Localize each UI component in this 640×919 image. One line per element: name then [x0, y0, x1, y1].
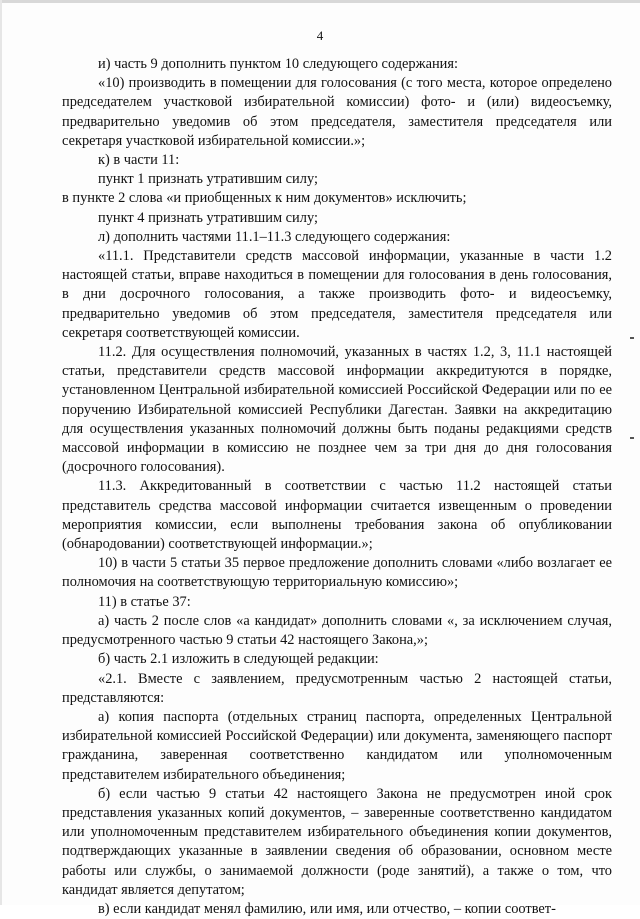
paragraph: а) копия паспорта (отдельных страниц паспорта, определенных Центральной избирательной комиссией Российской Федерации) или документа, заменяющего паспорт гражданина, заверенная соответственно кандидатом или уполномоченным представителем избирательного объединения;	[62, 708, 612, 783]
paragraph: в) если кандидат менял фамилию, или имя, или отчество, – копии соответ-	[98, 900, 556, 917]
paragraph: «11.1. Представители средств массовой информации, указанные в части 1.2 настоящей статьи, вправе находиться в помещении для голосования в день голосования, в дни досрочного голосования, а также производить фото- и видеосъемку, предварительно уведомив об этом председателя, заместителя председателя или секретаря соответствующей комиссии.	[62, 248, 612, 341]
page-number: 4	[316, 28, 324, 43]
paragraph: л) дополнить частями 11.1–11.3 следующего содержания:	[98, 228, 451, 245]
paragraph: б) часть 2.1 изложить в следующей редакции:	[98, 651, 379, 668]
paragraph: к) в части 11:	[98, 152, 180, 169]
paragraph: «2.1. Вместе с заявлением, предусмотренным частью 2 настоящей статьи, представляются:	[62, 670, 612, 706]
scan-artifact-mark	[630, 337, 634, 339]
document-body	[62, 55, 612, 919]
paragraph: в пункте 2 слова «и приобщенных к ним документов» исключить;	[62, 190, 467, 207]
scan-left-edge	[0, 0, 2, 905]
paragraph: 11.3. Аккредитованный в соответствии с частью 11.2 настоящей статьи представитель средства массовой информации считается извещенным о проведении мероприятия комиссии, если выполнены требования закона об опубликовании (обнародовании) соответствующей информации.»;	[62, 478, 612, 553]
paragraph: пункт 1 признать утратившим силу;	[98, 171, 318, 188]
paragraph: 10) в части 5 статьи 35 первое предложение дополнить словами «либо возлагает ее полномочия на соответствующую территориальную комиссию»;	[62, 555, 612, 591]
paragraph: 11) в статье 37:	[98, 593, 191, 610]
paragraph: пункт 4 признать утратившим силу;	[98, 209, 318, 226]
paragraph: и) часть 9 дополнить пунктом 10 следующего содержания:	[98, 56, 458, 72]
paragraph: б) если частью 9 статьи 42 настоящего Закона не предусмотрен иной срок представления указанных копий документов, – заверенные соответственно кандидатом или уполномоченным представителем избирательного объединения копии документов, подтверждающих указанные в заявлении сведения об образовании, основном месте работы или службы, о занимаемой должности (роде занятий), а также о том, что кандидат является депутатом;	[62, 785, 612, 898]
scan-artifact-mark	[630, 437, 634, 439]
paragraph: «10) производить в помещении для голосования (с того места, которое определено председателем участковой избирательной комиссии) фото- и (или) видеосъемку, предварительно уведомив об этом председателя, заместителя председателя или секретаря участковой избирательной комиссии.»;	[62, 75, 612, 149]
paragraph: 11.2. Для осуществления полномочий, указанных в частях 1.2, 3, 11.1 настоящей статьи, представители средств массовой информации аккредитуются в порядке, установленном Центральной избирательной комиссией Российской Федерации или по ее поручению Избирательной комиссией Республики Дагестан. Заявки на аккредитацию для осуществления указанных полномочий должны быть поданы редакциями средств массовой информации в комиссию не позднее чем за три дня до дня голосования (досрочного голосования).	[62, 344, 612, 476]
scan-top-edge	[0, 0, 640, 3]
paragraph: а) часть 2 после слов «а кандидат» дополнить словами «, за исключением случая, предусмотренного частью 9 статьи 42 настоящего Закона,»;	[62, 612, 612, 649]
